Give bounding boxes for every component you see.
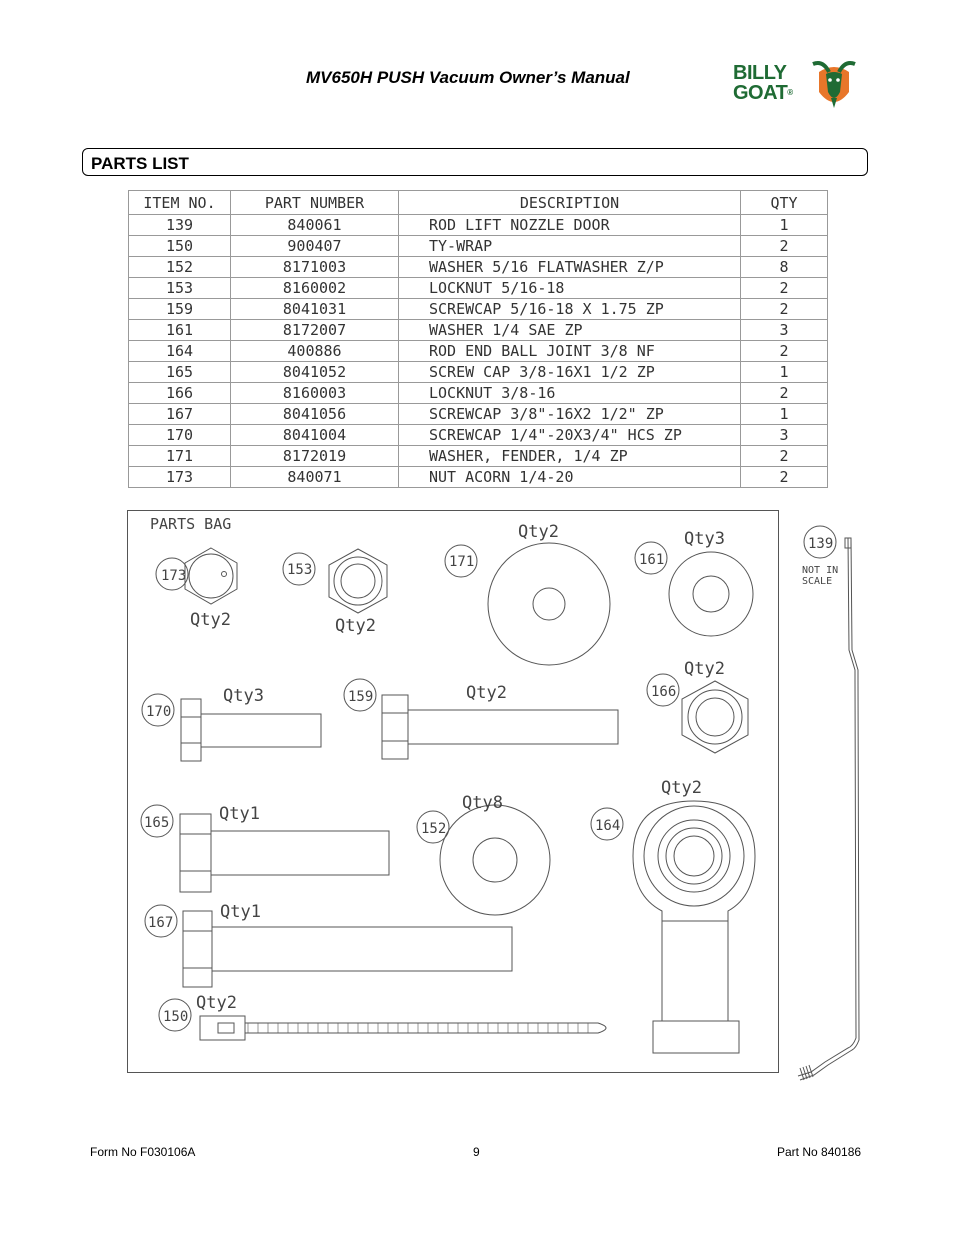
not-in-scale-line1: NOT IN	[802, 565, 839, 576]
item-no: 171	[129, 446, 231, 467]
description: ROD LIFT NOZZLE DOOR	[399, 215, 741, 236]
part-number: 8171003	[231, 257, 399, 278]
parts-bag-drawing	[127, 510, 779, 1073]
qty-170: Qty3	[223, 686, 264, 706]
part-number: 840071	[231, 467, 399, 488]
table-row	[129, 299, 828, 320]
item-no: 161	[129, 320, 231, 341]
item-no: 152	[129, 257, 231, 278]
callout-171: 171	[449, 554, 475, 570]
part-number: 840061	[231, 215, 399, 236]
part-number: 400886	[231, 341, 399, 362]
description: WASHER, FENDER, 1/4 ZP	[399, 446, 741, 467]
callout-170: 170	[146, 704, 172, 720]
description: TY-WRAP	[399, 236, 741, 257]
flat-washer-152	[417, 793, 550, 915]
qty: 3	[741, 425, 828, 446]
callout-164: 164	[595, 818, 621, 834]
rod-lift-139-drawing	[790, 520, 870, 1090]
item-no: 159	[129, 299, 231, 320]
description: NUT ACORN 1/4-20	[399, 467, 741, 488]
qty-159: Qty2	[466, 683, 507, 703]
qty: 1	[741, 215, 828, 236]
manual-title: MV650H PUSH Vacuum Owner’s Manual	[306, 68, 630, 87]
qty-171: Qty2	[518, 522, 559, 542]
callout-150: 150	[163, 1009, 189, 1025]
not-in-scale-line2: SCALE	[802, 576, 833, 587]
screwcap-167	[145, 902, 512, 987]
part-number: 8041056	[231, 404, 399, 425]
column-header: DESCRIPTION	[399, 191, 741, 215]
item-no: 170	[129, 425, 231, 446]
qty-167: Qty1	[220, 902, 261, 922]
qty-166: Qty2	[684, 659, 725, 679]
callout-152: 152	[421, 821, 447, 837]
fender-washer-171	[445, 522, 610, 665]
qty: 1	[741, 362, 828, 383]
qty: 2	[741, 236, 828, 257]
locknut-166	[647, 659, 748, 753]
table-row	[129, 467, 828, 488]
table-row	[129, 341, 828, 362]
parts-list-header-box	[82, 148, 868, 176]
description: ROD END BALL JOINT 3/8 NF	[399, 341, 741, 362]
locknut-153	[283, 549, 387, 636]
part-number: 900407	[231, 236, 399, 257]
item-no: 167	[129, 404, 231, 425]
table-row	[129, 236, 828, 257]
description: SCREW CAP 3/8-16X1 1/2 ZP	[399, 362, 741, 383]
table-header-row	[129, 191, 828, 215]
acorn-nut-173	[156, 548, 237, 630]
billy-goat-logo	[733, 58, 858, 112]
screwcap-165	[141, 804, 389, 892]
column-header: PART NUMBER	[231, 191, 399, 215]
column-header: QTY	[741, 191, 828, 215]
table-row	[129, 278, 828, 299]
item-no: 173	[129, 467, 231, 488]
part-number: Part No 840186	[777, 1145, 862, 1159]
description: SCREWCAP 3/8"-16X2 1/2" ZP	[399, 404, 741, 425]
part-number: 8041052	[231, 362, 399, 383]
table-row	[129, 383, 828, 404]
table-row	[129, 215, 828, 236]
callout-161: 161	[639, 552, 665, 568]
table-row	[129, 425, 828, 446]
goat-head-icon	[809, 58, 859, 112]
callout-166: 166	[651, 684, 677, 700]
table-row	[129, 320, 828, 341]
page-number: 9	[473, 1145, 480, 1159]
description: WASHER 5/16 FLATWASHER Z/P	[399, 257, 741, 278]
callout-159: 159	[348, 689, 374, 705]
table-row	[129, 446, 828, 467]
parts-table	[128, 190, 828, 488]
qty-150: Qty2	[196, 993, 237, 1013]
item-no: 165	[129, 362, 231, 383]
qty-173: Qty2	[190, 610, 231, 630]
parts-bag-label: PARTS BAG	[150, 515, 232, 533]
qty: 2	[741, 383, 828, 404]
qty: 2	[741, 467, 828, 488]
part-number: 8160003	[231, 383, 399, 404]
part-number: 8172019	[231, 446, 399, 467]
qty: 2	[741, 299, 828, 320]
item-no: 164	[129, 341, 231, 362]
table-row	[129, 404, 828, 425]
qty: 2	[741, 278, 828, 299]
callout-139: 139	[808, 536, 834, 552]
qty: 2	[741, 446, 828, 467]
callout-167: 167	[148, 915, 174, 931]
parts-drawing-svg	[128, 511, 778, 1072]
qty-153: Qty2	[335, 616, 376, 636]
form-number: Form No F030106A	[90, 1145, 196, 1159]
description: LOCKNUT 3/8-16	[399, 383, 741, 404]
callout-153: 153	[287, 562, 313, 578]
washer-161	[635, 529, 753, 636]
qty-165: Qty1	[219, 804, 260, 824]
screwcap-170	[142, 686, 321, 761]
description: SCREWCAP 1/4"-20X3/4" HCS ZP	[399, 425, 741, 446]
part-number: 8041031	[231, 299, 399, 320]
qty: 8	[741, 257, 828, 278]
rod-end-164	[591, 778, 755, 1053]
description: WASHER 1/4 SAE ZP	[399, 320, 741, 341]
column-header: ITEM NO.	[129, 191, 231, 215]
qty: 1	[741, 404, 828, 425]
qty-164: Qty2	[661, 778, 702, 798]
item-no: 139	[129, 215, 231, 236]
screwcap-159	[344, 679, 618, 759]
description: LOCKNUT 5/16-18	[399, 278, 741, 299]
item-no: 150	[129, 236, 231, 257]
table-row	[129, 362, 828, 383]
item-no: 166	[129, 383, 231, 404]
callout-165: 165	[144, 815, 170, 831]
ty-wrap-150	[159, 993, 606, 1040]
part-number: 8172007	[231, 320, 399, 341]
qty-161: Qty3	[684, 529, 725, 549]
qty-152: Qty8	[462, 793, 503, 813]
table-row	[129, 257, 828, 278]
description: SCREWCAP 5/16-18 X 1.75 ZP	[399, 299, 741, 320]
callout-173: 173	[161, 568, 187, 584]
qty: 2	[741, 341, 828, 362]
logo-word-goat: GOAT®	[733, 82, 793, 104]
logo-word-billy: BILLY	[733, 62, 787, 84]
item-no: 153	[129, 278, 231, 299]
part-number: 8041004	[231, 425, 399, 446]
part-number: 8160002	[231, 278, 399, 299]
qty: 3	[741, 320, 828, 341]
section-title: PARTS LIST	[91, 154, 189, 173]
